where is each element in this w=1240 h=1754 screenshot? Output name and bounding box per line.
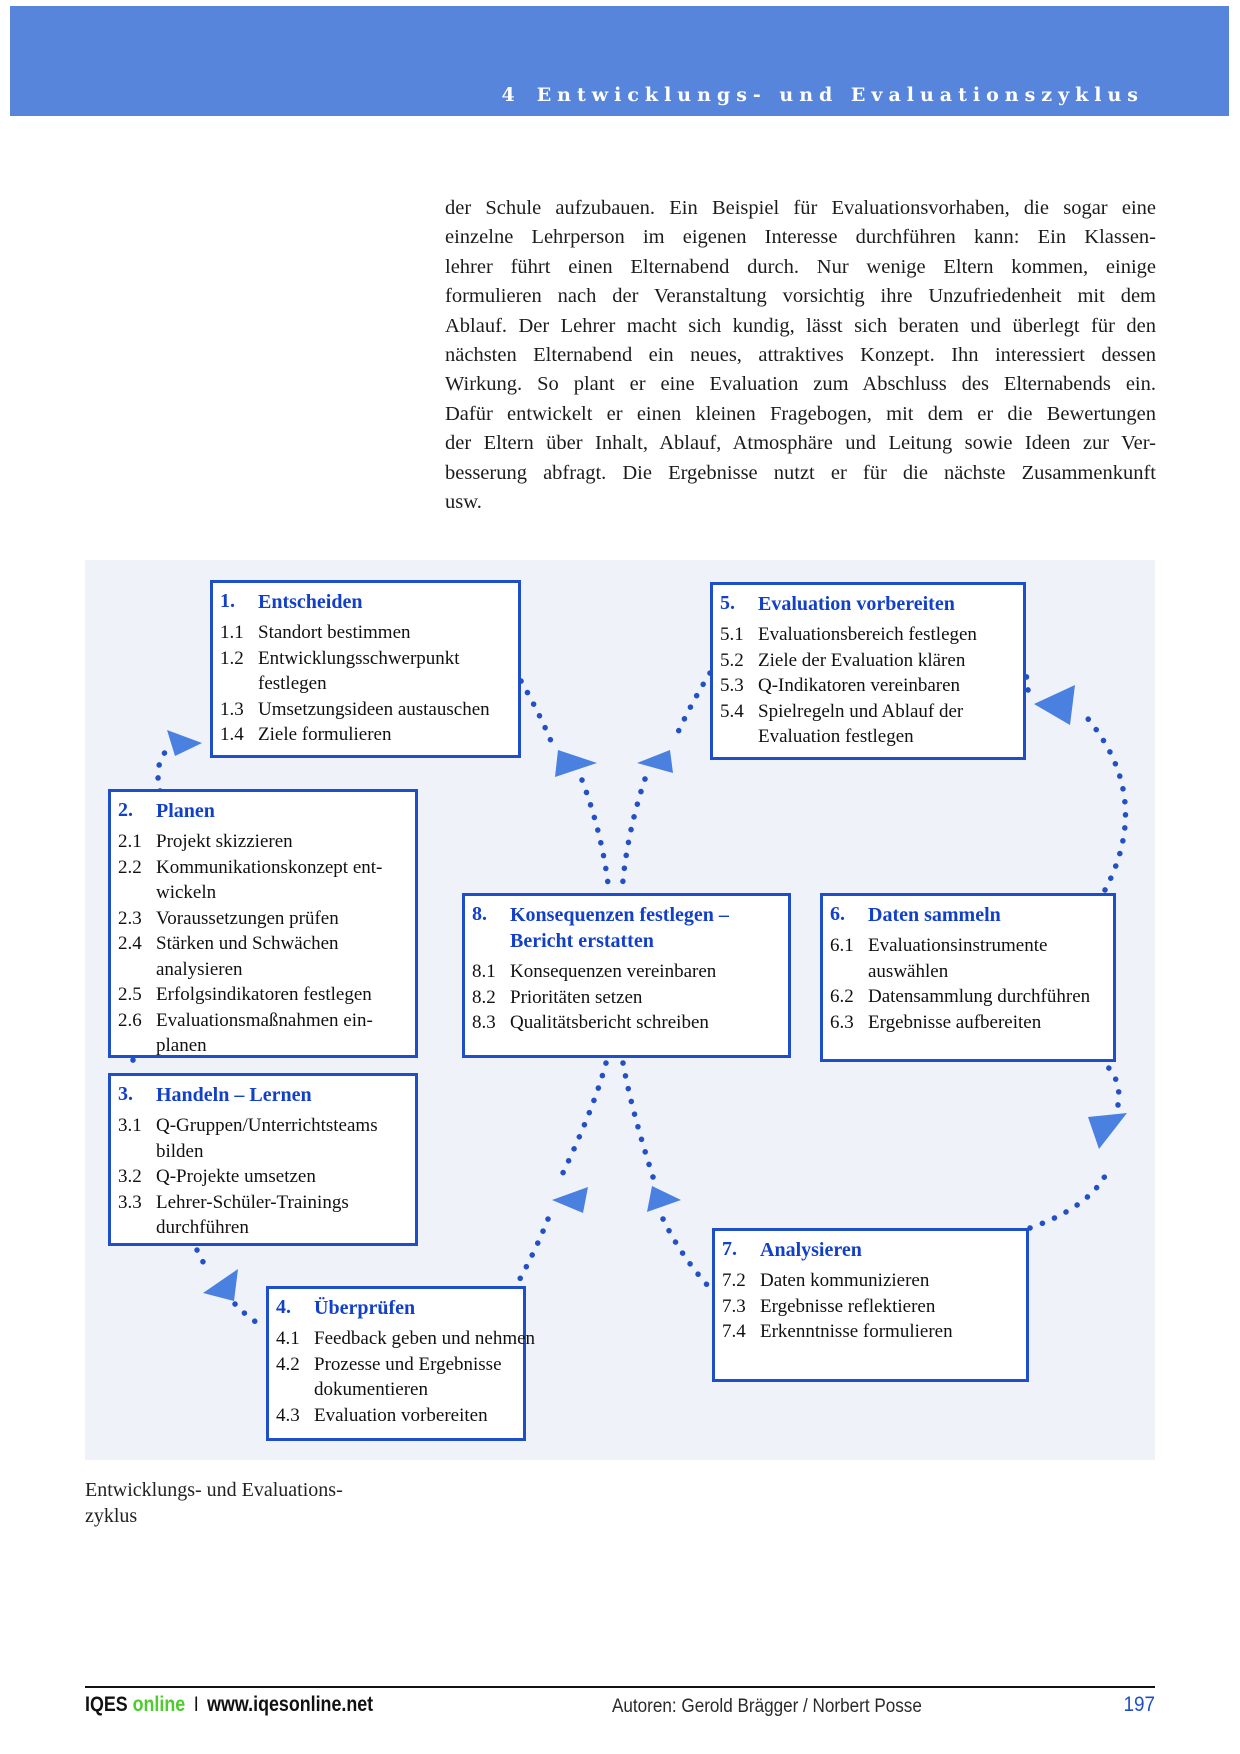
- text-line: Daten sammeln: [868, 904, 1001, 926]
- text-line: Q-Gruppen/Unterrichtsteams: [156, 1115, 378, 1136]
- text-line: Entwicklungs- und Evaluations-: [85, 1479, 343, 1501]
- text-line: Lehrer-Schüler-Trainings: [156, 1191, 349, 1213]
- text-line: auswählen: [868, 960, 949, 982]
- box-item: [118, 1113, 409, 1164]
- arrowhead-icon: [555, 750, 597, 777]
- diagram-box-daten-sammeln: [820, 893, 1116, 1062]
- text-line: lehrer führt einen Elternabend durch. Nur wenige Eltern kommen, einige: [445, 255, 1156, 278]
- item-text: [510, 1010, 782, 1036]
- diagram-box-handeln-lernen: [108, 1073, 418, 1246]
- footer-url: www.iqesonline.net: [207, 1693, 374, 1716]
- text-line: analysieren: [156, 958, 243, 980]
- text-line: Prioritäten setzen: [510, 986, 643, 1008]
- dotted-arrow: [561, 1063, 606, 1177]
- box-title: [118, 798, 409, 824]
- diagram-box-analysieren: [712, 1228, 1029, 1382]
- item-number: 1.3: [220, 698, 244, 720]
- dotted-arrow: [623, 1063, 653, 1177]
- item-number: 2.3: [118, 907, 142, 929]
- item-number: 5.2: [720, 649, 744, 671]
- item-number: 8.3: [472, 1012, 496, 1033]
- item-number: 4.3: [276, 1404, 300, 1426]
- text-line: planen: [156, 1035, 207, 1056]
- item-text: [156, 1113, 409, 1164]
- text-line: Dafür entwickelt er einen kleinen Fragebogen, mit dem er die Bewertungen: [445, 402, 1156, 425]
- item-text: [156, 906, 409, 932]
- item-text: [314, 1326, 536, 1352]
- dotted-arrow: [1030, 1168, 1109, 1228]
- text-line: Kommunikationskonzept ent-: [156, 856, 383, 878]
- arrowhead-icon: [167, 730, 202, 756]
- box-item: [220, 620, 512, 646]
- diagram-box-planen: [108, 789, 418, 1058]
- text-line: Handeln – Lernen: [156, 1084, 312, 1106]
- arrowhead-icon: [1088, 1113, 1127, 1149]
- box-item: [118, 1190, 409, 1241]
- item-text: [758, 622, 1017, 648]
- box-items: [118, 829, 409, 1059]
- item-text: [314, 1403, 517, 1429]
- box-item: [118, 931, 409, 982]
- box-item: [118, 829, 409, 855]
- dotted-arrow: [158, 751, 166, 791]
- item-text: [760, 1268, 1020, 1294]
- arrowhead-icon: [647, 1186, 681, 1212]
- item-number: 5.4: [720, 700, 744, 722]
- box-items: [276, 1326, 536, 1428]
- item-number: 7.3: [722, 1295, 746, 1317]
- item-text: [258, 646, 512, 697]
- box-item: [220, 646, 512, 697]
- item-text: [760, 1294, 1020, 1320]
- diagram-box-ueberpruefen: [266, 1286, 536, 1441]
- text-line: Spielregeln und Ablauf der: [758, 700, 964, 722]
- text-line: Projekt skizzieren: [156, 831, 293, 852]
- box-title: [472, 902, 782, 954]
- header-band: [10, 6, 1229, 116]
- item-number: 4.2: [276, 1353, 300, 1375]
- footer-separator: I: [193, 1693, 199, 1716]
- box-item: [220, 697, 512, 723]
- item-text: [314, 1352, 517, 1403]
- box-item: [220, 722, 512, 748]
- text-line: festlegen: [258, 673, 327, 694]
- item-number: 2.6: [118, 1009, 142, 1031]
- box-number: 3.: [118, 1083, 133, 1105]
- item-number: 7.4: [722, 1321, 746, 1342]
- dotted-arrow: [622, 779, 645, 892]
- text-line: Entscheiden: [258, 591, 363, 613]
- box-item: [830, 933, 1107, 984]
- arrowhead-icon: [552, 1187, 588, 1213]
- box-item: [276, 1352, 517, 1403]
- text-line: dokumentieren: [314, 1379, 428, 1400]
- box-item: [118, 1164, 409, 1190]
- box-item: [276, 1326, 536, 1352]
- item-text: [868, 1010, 1107, 1036]
- text-line: Ergebnisse reflektieren: [760, 1295, 936, 1317]
- item-text: [156, 982, 409, 1008]
- box-title: [720, 591, 1017, 617]
- item-number: 8.2: [472, 986, 496, 1008]
- text-line: Evaluationsmaßnahmen ein-: [156, 1009, 373, 1031]
- body-paragraph: [445, 194, 1156, 517]
- text-line: Evaluation vorbereiten: [758, 593, 955, 615]
- figure-caption: [85, 1477, 343, 1529]
- chapter-heading: [501, 84, 1144, 106]
- text-line: Analysieren: [760, 1239, 862, 1261]
- text-line: Ergebnisse aufbereiten: [868, 1011, 1042, 1033]
- arrowhead-icon: [203, 1269, 238, 1301]
- item-text: [510, 959, 782, 985]
- item-number: 2.2: [118, 856, 142, 878]
- box-title: [722, 1237, 1020, 1263]
- text-line: Evaluationsinstrumente: [868, 935, 1048, 956]
- item-number: 5.1: [720, 624, 744, 645]
- box-number: 6.: [830, 903, 845, 925]
- item-text: [156, 931, 409, 982]
- item-number: 5.3: [720, 675, 744, 696]
- box-number: 2.: [118, 799, 133, 821]
- item-number: 8.1: [472, 961, 496, 982]
- chapter-number: 4: [501, 84, 521, 106]
- box-item: [118, 855, 409, 906]
- item-text: [510, 985, 782, 1011]
- text-line: Prozesse und Ergebnisse: [314, 1353, 502, 1375]
- box-number: 7.: [722, 1238, 737, 1260]
- box-items: [830, 933, 1107, 1035]
- text-line: durchführen: [156, 1217, 249, 1238]
- dotted-arrow: [235, 1304, 265, 1328]
- text-line: Bericht erstatten: [510, 930, 654, 952]
- text-line: Umsetzungsideen austauschen: [258, 698, 490, 720]
- footer-brand: [85, 1693, 373, 1717]
- text-line: Datensammlung durchführen: [868, 986, 1091, 1007]
- dotted-connector: [133, 1060, 134, 1072]
- text-line: bilden: [156, 1140, 204, 1162]
- item-text: [258, 620, 512, 646]
- text-line: Konsequenzen vereinbaren: [510, 961, 717, 982]
- diagram-box-konsequenzen-festlegen: [462, 893, 791, 1058]
- text-line: formulieren nach der Veranstaltung vorsichtig ihre Unzufriedenheit mit dem: [445, 285, 1156, 308]
- box-item: [472, 959, 782, 985]
- box-number: 8.: [472, 903, 487, 925]
- item-text: [758, 699, 1017, 750]
- item-text: [258, 697, 512, 723]
- text-line: Erkenntnisse formulieren: [760, 1321, 953, 1342]
- text-line: Ablauf. Der Lehrer macht sich kundig, lässt sich beraten und überlegt für den: [445, 314, 1156, 337]
- item-number: 6.1: [830, 935, 854, 956]
- box-item: [830, 1010, 1107, 1036]
- box-item: [720, 673, 1017, 699]
- item-number: 2.4: [118, 933, 142, 954]
- dotted-arrow: [197, 1250, 208, 1269]
- item-text: [760, 1319, 1020, 1345]
- footer-authors: Autoren: Gerold Brägger / Norbert Posse: [612, 1696, 922, 1717]
- item-number: 7.2: [722, 1270, 746, 1291]
- dotted-arrow: [1026, 672, 1028, 690]
- arrowhead-icon: [1034, 685, 1075, 725]
- item-text: [758, 673, 1017, 699]
- text-line: Konsequenzen festlegen –: [510, 904, 729, 926]
- text-line: Evaluation festlegen: [758, 726, 914, 747]
- item-text: [868, 933, 1107, 984]
- text-line: Q-Indikatoren vereinbaren: [758, 675, 961, 696]
- box-title: [830, 902, 1107, 928]
- box-title: [276, 1295, 517, 1321]
- text-line: Stärken und Schwächen: [156, 933, 339, 954]
- item-number: 3.3: [118, 1191, 142, 1213]
- text-line: Überprüfen: [314, 1297, 416, 1319]
- dotted-arrow: [674, 673, 710, 741]
- item-number: 2.1: [118, 831, 142, 852]
- box-item: [118, 1008, 409, 1059]
- box-number: 5.: [720, 592, 735, 614]
- item-number: 1.1: [220, 622, 244, 643]
- text-line: Qualitätsbericht schreiben: [510, 1012, 709, 1033]
- text-line: Erfolgsindikatoren festlegen: [156, 984, 372, 1005]
- text-line: wickeln: [156, 882, 217, 903]
- text-line: Voraussetzungen prüfen: [156, 907, 339, 929]
- box-number: 1.: [220, 590, 235, 612]
- brand-online: online: [132, 1693, 186, 1716]
- item-text: [156, 1190, 409, 1241]
- dotted-arrow: [582, 780, 609, 892]
- chapter-title: Entwicklungs- und Evaluationszyklus: [536, 84, 1144, 106]
- dotted-arrow: [516, 1219, 548, 1286]
- item-number: 2.5: [118, 984, 142, 1005]
- text-line: Ziele der Evaluation klären: [758, 649, 966, 671]
- box-title: [220, 589, 512, 615]
- box-items: [118, 1113, 409, 1241]
- item-number: 4.1: [276, 1328, 300, 1349]
- text-line: Q-Projekte umsetzen: [156, 1166, 316, 1187]
- box-item: [722, 1294, 1020, 1320]
- text-line: zyklus: [85, 1505, 138, 1527]
- item-text: [156, 829, 409, 855]
- diagram-box-evaluation-vorbereiten: [710, 582, 1026, 760]
- box-item: [720, 622, 1017, 648]
- text-line: nächsten Elternabend ein neues, attraktives Konzept. Ihn interessiert dessen: [445, 344, 1156, 367]
- item-text: [156, 855, 409, 906]
- item-text: [156, 1164, 409, 1190]
- item-number: 3.1: [118, 1115, 142, 1136]
- box-item: [720, 699, 1017, 750]
- text-line: einzelne Lehrperson im eigenen Interesse durchführen kann: Ein Klassen-: [445, 226, 1156, 249]
- text-line: Ziele formulieren: [258, 724, 392, 745]
- text-line: Evaluation vorbereiten: [314, 1404, 488, 1426]
- box-item: [118, 906, 409, 932]
- dotted-arrow: [663, 1219, 709, 1287]
- box-number: 4.: [276, 1296, 291, 1318]
- text-line: der Schule aufzubauen. Ein Beispiel für Evaluationsvorhaben, die sogar eine: [445, 197, 1156, 219]
- text-line: usw.: [445, 491, 482, 514]
- item-number: 1.2: [220, 647, 244, 669]
- dotted-arrow: [1107, 1066, 1119, 1105]
- text-line: Feedback geben und nehmen: [314, 1328, 536, 1349]
- arrowhead-icon: [637, 750, 673, 773]
- diagram-box-entscheiden: [210, 580, 521, 758]
- text-line: Entwicklungsschwerpunkt: [258, 647, 460, 669]
- page-number: 197: [1123, 1693, 1155, 1716]
- item-number: 6.3: [830, 1011, 854, 1033]
- text-line: Daten kommunizieren: [760, 1270, 930, 1291]
- dotted-arrow: [1083, 713, 1125, 890]
- brand-iqes: IQES: [85, 1693, 128, 1716]
- box-item: [722, 1319, 1020, 1345]
- box-item: [276, 1403, 517, 1429]
- box-item: [472, 1010, 782, 1036]
- box-items: [472, 959, 782, 1036]
- dotted-arrow: [521, 681, 553, 746]
- item-text: [868, 984, 1107, 1010]
- item-text: [156, 1008, 409, 1059]
- box-item: [830, 984, 1107, 1010]
- box-items: [220, 620, 512, 748]
- box-item: [118, 982, 409, 1008]
- box-item: [472, 985, 782, 1011]
- text-line: Evaluationsbereich festlegen: [758, 624, 977, 645]
- item-text: [758, 648, 1017, 674]
- text-line: Planen: [156, 800, 215, 822]
- box-title: [118, 1082, 409, 1108]
- box-items: [720, 622, 1017, 750]
- box-items: [722, 1268, 1020, 1345]
- box-item: [720, 648, 1017, 674]
- box-item: [722, 1268, 1020, 1294]
- cycle-diagram: [85, 560, 1155, 1460]
- text-line: besserung abfragt. Die Ergebnisse nutzt er für die nächste Zusammenkunft: [445, 461, 1156, 484]
- item-number: 3.2: [118, 1166, 142, 1187]
- item-text: [258, 722, 512, 748]
- text-line: Wirkung. So plant er eine Evaluation zum Abschluss des Elternabends ein.: [445, 373, 1156, 396]
- text-line: Standort bestimmen: [258, 622, 411, 643]
- item-number: 6.2: [830, 986, 854, 1007]
- item-number: 1.4: [220, 724, 244, 745]
- text-line: der Eltern über Inhalt, Ablauf, Atmosphäre und Leitung sowie Ideen zur Ver-: [445, 432, 1156, 455]
- footer-rule: [85, 1686, 1155, 1688]
